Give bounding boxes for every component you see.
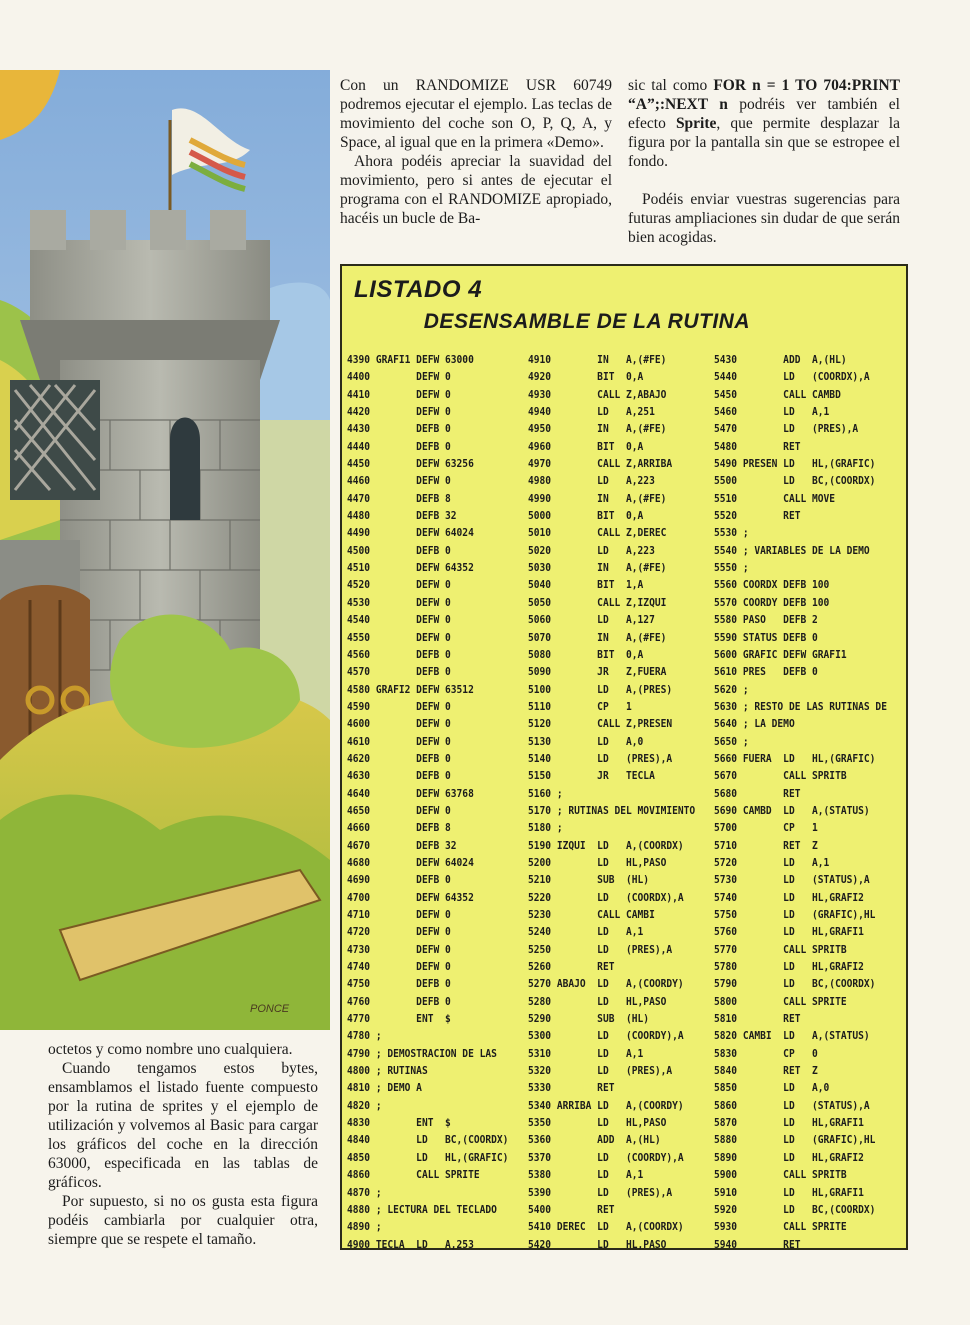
code-line: 4740 DEFW 0 [347, 962, 451, 974]
code-line: 4850 LD HL,(GRAFIC) [347, 1152, 509, 1164]
code-line: 5190 IZQUI LD A,(COORDX) [528, 840, 684, 852]
code-line: 5760 LD HL,GRAFI1 [714, 927, 864, 939]
code-line: 5730 LD (STATUS),A [714, 875, 870, 887]
code-line: 5780 LD HL,GRAFI2 [714, 962, 864, 974]
sprite-term: Sprite [675, 115, 717, 132]
code-line: 5910 LD HL,GRAFI1 [714, 1187, 864, 1199]
code-listing-box [340, 264, 908, 1250]
code-line: 5090 JR Z,FUERA [528, 667, 667, 679]
code-line: 5060 LD A,127 [528, 615, 655, 627]
article-column-3 [48, 1040, 318, 1249]
code-line: 4710 DEFW 0 [347, 910, 451, 921]
code-line: 4610 DEFW 0 [347, 736, 451, 748]
code-line: 5840 RET Z [714, 1066, 818, 1078]
code-line: 4800 ; RUTINAS [347, 1066, 428, 1078]
code-line: 4770 ENT $ [347, 1014, 451, 1026]
code-line: 4460 DEFW 0 [347, 476, 451, 488]
code-line: 4390 GRAFI1 DEFW 63000 [347, 355, 474, 366]
code-line: 5530 ; [714, 528, 749, 540]
code-line: 5310 LD A,1 [528, 1048, 644, 1060]
code-line: 5150 JR TECLA [528, 771, 655, 783]
code-line: 5400 RET [528, 1204, 615, 1216]
code-line: 4560 DEFB 0 [347, 649, 451, 661]
code-line: 5820 CAMBI LD A,(STATUS) [714, 1031, 870, 1043]
code-line: 5790 LD BC,(COORDX) [714, 979, 876, 991]
code-line: 4520 DEFW 0 [347, 580, 451, 592]
code-line: 5610 PRES DEFB 0 [714, 667, 818, 679]
code-line: 5850 LD A,0 [714, 1083, 830, 1095]
code-line: 5340 ARRIBA LD A,(COORDY) [528, 1100, 684, 1112]
code-line: 5700 CP 1 [714, 823, 818, 835]
article-column-1 [340, 76, 612, 228]
code-line: 5280 LD HL,PASO [528, 996, 667, 1008]
code-line: 5110 CP 1 [528, 701, 632, 713]
code-line: 5770 CALL SPRITB [714, 944, 847, 956]
code-line: 4830 ENT $ [347, 1118, 451, 1130]
code-line: 4730 DEFW 0 [347, 944, 451, 956]
code-line: 4550 DEFW 0 [347, 632, 451, 644]
castle-illustration [0, 0, 330, 1030]
code-line: 4780 ; [347, 1031, 382, 1043]
code-line: 4540 DEFW 0 [347, 615, 451, 627]
code-line: 5080 BIT 0,A [528, 649, 644, 661]
code-line: 5000 BIT 0,A [528, 511, 644, 523]
code-line: 5470 LD (PRES),A [714, 424, 859, 436]
code-line: 4600 DEFW 0 [347, 719, 451, 731]
code-line: 4890 ; [347, 1222, 382, 1234]
code-line: 4590 DEFW 0 [347, 701, 451, 713]
code-line: 5040 BIT 1,A [528, 580, 644, 592]
code-line: 5690 CAMBD LD A,(STATUS) [714, 805, 870, 817]
code-line: 5370 LD (COORDY),A [528, 1152, 684, 1164]
listing-column-2 [528, 352, 695, 1254]
code-line: 4640 DEFW 63768 [347, 788, 474, 800]
code-line: 5670 CALL SPRITB [714, 771, 847, 783]
code-line: 4500 DEFB 0 [347, 545, 451, 557]
code-line: 5030 IN A,(#FE) [528, 563, 667, 575]
code-line: 5710 RET Z [714, 840, 818, 852]
code-line: 5720 LD A,1 [714, 857, 830, 869]
code-line: 4630 DEFB 0 [347, 771, 451, 783]
code-line: 5130 LD A,0 [528, 736, 644, 748]
code-line: 5360 ADD A,(HL) [528, 1135, 661, 1147]
code-line: 4440 DEFB 0 [347, 441, 451, 453]
code-line: 5250 LD (PRES),A [528, 944, 673, 956]
code-line: 5600 GRAFIC DEFW GRAFI1 [714, 649, 847, 661]
code-line: 4940 LD A,251 [528, 407, 655, 419]
code-line: 5560 COORDX DEFB 100 [714, 580, 830, 592]
code-line: 5160 ; [528, 788, 563, 800]
paragraph: Cuando tengamos estos bytes, ensamblamos el listado fuente compuesto por la rutina de sprites y el ejemplo de utilización y volvemos al Basic para cargar los gráficos del coche en la dirección 63000, especificada en las tablas de gráficos. [48, 1060, 318, 1191]
text-run: sic tal como [628, 77, 714, 94]
code-line: 5100 LD A,(PRES) [528, 684, 673, 696]
castle-drawing [0, 0, 330, 1030]
code-line: 5570 COORDY DEFB 100 [714, 597, 830, 609]
paragraph: Por supuesto, si no os gusta esta figura podéis cambiarla por cualquier otra, siempre que se respete el tamaño. [48, 1193, 318, 1248]
paragraph: Con un RANDOMIZE USR 60749 podremos ejecutar el ejemplo. Las teclas de movimiento del coche son O, P, Q, A, y Space, al igual que en la primera «Demo». [340, 77, 612, 151]
basic-code-inline: FOR n = 1 TO 704:PRINT “A”;:NEXT n [628, 77, 900, 113]
code-line: 5900 CALL SPRITB [714, 1170, 847, 1182]
text-run: podréis ver también el efecto [628, 96, 900, 132]
code-line: 4960 BIT 0,A [528, 441, 644, 453]
code-line: 4910 IN A,(#FE) [528, 355, 667, 366]
code-line: 5300 LD (COORDY),A [528, 1031, 684, 1043]
code-line: 5750 LD (GRAFIC),HL [714, 910, 876, 921]
code-line: 5860 LD (STATUS),A [714, 1100, 870, 1112]
code-line: 5290 SUB (HL) [528, 1014, 650, 1026]
code-line: 4680 DEFW 64024 [347, 857, 474, 869]
code-line: 5020 LD A,223 [528, 545, 655, 557]
code-line: 5740 LD HL,GRAFI2 [714, 892, 864, 904]
code-line: 4930 CALL Z,ABAJO [528, 389, 667, 401]
code-line: 5810 RET [714, 1014, 801, 1026]
code-line: 4410 DEFW 0 [347, 389, 451, 401]
code-line: 4490 DEFW 64024 [347, 528, 474, 540]
code-line: 5070 IN A,(#FE) [528, 632, 667, 644]
code-line: 5590 STATUS DEFB 0 [714, 632, 818, 644]
code-line: 5500 LD BC,(COORDX) [714, 476, 876, 488]
code-line: 5170 ; RUTINAS DEL MOVIMIENTO [528, 805, 696, 817]
code-line: 5140 LD (PRES),A [528, 753, 673, 765]
listing-subtitle: DESENSAMBLE DE LA RUTINA [423, 310, 750, 333]
code-line: 5350 LD HL,PASO [528, 1118, 667, 1130]
code-line: 5940 RET [714, 1239, 801, 1251]
code-line: 4470 DEFB 8 [347, 493, 451, 505]
code-line: 4840 LD BC,(COORDX) [347, 1135, 509, 1147]
code-line: 4880 ; LECTURA DEL TECLADO [347, 1204, 497, 1216]
code-line: 4980 LD A,223 [528, 476, 655, 488]
code-line: 5520 RET [714, 511, 801, 523]
code-line: 5930 CALL SPRITE [714, 1222, 847, 1234]
code-line: 4450 DEFW 63256 [347, 459, 474, 471]
code-line: 5680 RET [714, 788, 801, 800]
code-line: 5490 PRESEN LD HL,(GRAFIC) [714, 459, 876, 471]
code-line: 4900 TECLA LD A,253 [347, 1239, 474, 1251]
code-line: 4510 DEFW 64352 [347, 563, 474, 575]
code-line: 5180 ; [528, 823, 563, 835]
code-line: 5660 FUERA LD HL,(GRAFIC) [714, 753, 876, 765]
code-line: 4670 DEFB 32 [347, 840, 457, 852]
code-line: 4820 ; [347, 1100, 382, 1112]
code-line: 4720 DEFW 0 [347, 927, 451, 939]
paragraph: Ahora podéis apreciar la suavidad del movimiento, pero si antes de ejecutar el programa con el RANDOMIZE apropiado, hacéis un bucle de Ba- [340, 153, 612, 227]
code-line: 5050 CALL Z,IZQUI [528, 597, 667, 609]
code-line: 4760 DEFB 0 [347, 996, 451, 1008]
code-line: 4650 DEFW 0 [347, 805, 451, 817]
code-line: 4690 DEFB 0 [347, 875, 451, 887]
code-line: 5620 ; [714, 684, 749, 696]
code-line: 5440 LD (COORDX),A [714, 372, 870, 384]
code-line: 4530 DEFW 0 [347, 597, 451, 609]
code-line: 5550 ; [714, 563, 749, 575]
code-line: 4700 DEFW 64352 [347, 892, 474, 904]
illustrator-signature: PONCE [250, 1003, 290, 1015]
code-line: 5230 CALL CAMBI [528, 910, 655, 921]
code-line: 4570 DEFB 0 [347, 667, 451, 679]
code-line: 5920 LD BC,(COORDX) [714, 1204, 876, 1216]
code-line: 5890 LD HL,GRAFI2 [714, 1152, 864, 1164]
code-line: 5830 CP 0 [714, 1048, 818, 1060]
code-line: 4790 ; DEMOSTRACION DE LAS [347, 1048, 497, 1060]
code-line: 4400 DEFW 0 [347, 372, 451, 384]
code-line: 4620 DEFB 0 [347, 753, 451, 765]
code-line: 5460 LD A,1 [714, 407, 830, 419]
code-line: 5430 ADD A,(HL) [714, 355, 847, 366]
paragraph: Podéis enviar vuestras sugerencias para futuras ampliaciones sin dudar de que serán bien acogidas. [628, 191, 900, 246]
code-line: 4950 IN A,(#FE) [528, 424, 667, 436]
code-line: 4480 DEFB 32 [347, 511, 457, 523]
code-line: 5220 LD (COORDX),A [528, 892, 684, 904]
code-line: 5270 ABAJO LD A,(COORDY) [528, 979, 684, 991]
code-line: 5540 ; VARIABLES DE LA DEMO [714, 545, 870, 557]
code-line: 5240 LD A,1 [528, 927, 644, 939]
code-line: 4750 DEFB 0 [347, 979, 451, 991]
code-line: 5640 ; LA DEMO [714, 719, 795, 731]
code-line: 5580 PASO DEFB 2 [714, 615, 818, 627]
code-line: 5260 RET [528, 962, 615, 974]
code-line: 5420 LD HL,PASO [528, 1239, 667, 1251]
code-line: 5800 CALL SPRITE [714, 996, 847, 1008]
code-line: 4970 CALL Z,ARRIBA [528, 459, 673, 471]
code-line: 4920 BIT 0,A [528, 372, 644, 384]
code-line: 5870 LD HL,GRAFI1 [714, 1118, 864, 1130]
code-line: 5120 CALL Z,PRESEN [528, 719, 673, 731]
code-line: 5320 LD (PRES),A [528, 1066, 673, 1078]
code-line: 4420 DEFW 0 [347, 407, 451, 419]
code-line: 5380 LD A,1 [528, 1170, 644, 1182]
code-line: 5630 ; RESTO DE LAS RUTINAS DE [714, 701, 887, 713]
article-column-2 [628, 76, 900, 247]
listing-column-1 [347, 352, 508, 1254]
code-line: 5410 DEREC LD A,(COORDX) [528, 1222, 684, 1234]
code-line: 4870 ; [347, 1187, 382, 1199]
code-line: 5450 CALL CAMBD [714, 389, 841, 401]
paragraph: octetos y como nombre uno cualquiera. [48, 1041, 293, 1058]
code-line: 5210 SUB (HL) [528, 875, 650, 887]
code-line: 4430 DEFB 0 [347, 424, 451, 436]
code-line: 4580 GRAFI2 DEFW 63512 [347, 684, 474, 696]
code-line: 5880 LD (GRAFIC),HL [714, 1135, 876, 1147]
code-line: 5200 LD HL,PASO [528, 857, 667, 869]
code-line: 5510 CALL MOVE [714, 493, 836, 505]
code-line: 5010 CALL Z,DEREC [528, 528, 667, 540]
code-line: 4990 IN A,(#FE) [528, 493, 667, 505]
code-line: 5390 LD (PRES),A [528, 1187, 673, 1199]
code-line: 4810 ; DEMO A [347, 1083, 422, 1095]
paragraph [628, 76, 900, 171]
text-run: , que permite desplazar la figura por la pantalla sin que se estropee el fondo. [628, 115, 900, 170]
listing-title: LISTADO 4 [354, 276, 483, 303]
code-line: 4660 DEFB 8 [347, 823, 451, 835]
code-line: 5480 RET [714, 441, 801, 453]
code-line: 5650 ; [714, 736, 749, 748]
code-line: 5330 RET [528, 1083, 615, 1095]
listing-column-3 [714, 352, 887, 1254]
code-line: 4860 CALL SPRITE [347, 1170, 480, 1182]
